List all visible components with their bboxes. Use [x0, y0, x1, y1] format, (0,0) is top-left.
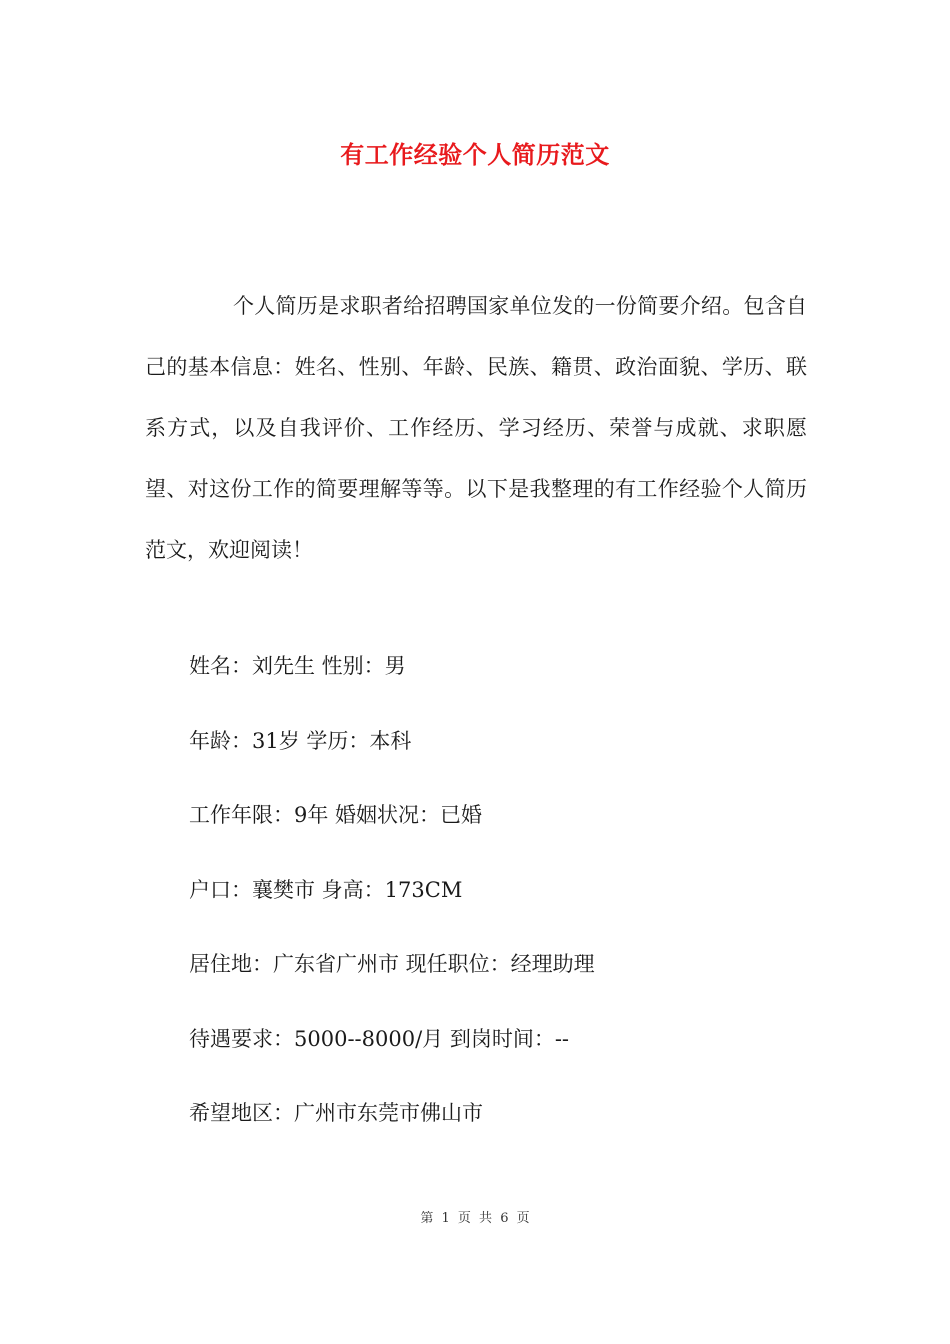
field-age-education: 年龄：31岁 学历：本科	[189, 728, 412, 753]
field-experience-marital: 工作年限：9年 婚姻状况：已婚	[189, 803, 483, 827]
field-name-gender: 姓名：刘先生 性别：男	[189, 654, 406, 678]
page-footer: 第 1 页 共 6 页	[420, 1211, 530, 1226]
resume-fields	[189, 646, 595, 1168]
field-hukou-height: 户口：襄樊市 身高：173CM	[189, 877, 463, 902]
intro-paragraph: 个人简历是求职者给招聘国家单位发的一份简要介绍。包含自己的基本信息：姓名、性别、年龄、民族、籍贯、政治面貌、学历、联系方式，以及自我评价、工作经历、学习经历、荣誉与成就、求职愿望、对这份工作的简要理解等等。以下是我整理的有工作经验个人简历范文，欢迎阅读！	[145, 294, 807, 562]
field-residence-position: 居住地：广东省广州市 现任职位：经理助理	[189, 952, 595, 976]
document-title: 有工作经验个人简历范文	[340, 140, 610, 169]
field-salary-start: 待遇要求：5000--8000/月 到岗时间：--	[189, 1026, 570, 1051]
field-desired-region: 希望地区：广州市东莞市佛山市	[189, 1101, 483, 1125]
